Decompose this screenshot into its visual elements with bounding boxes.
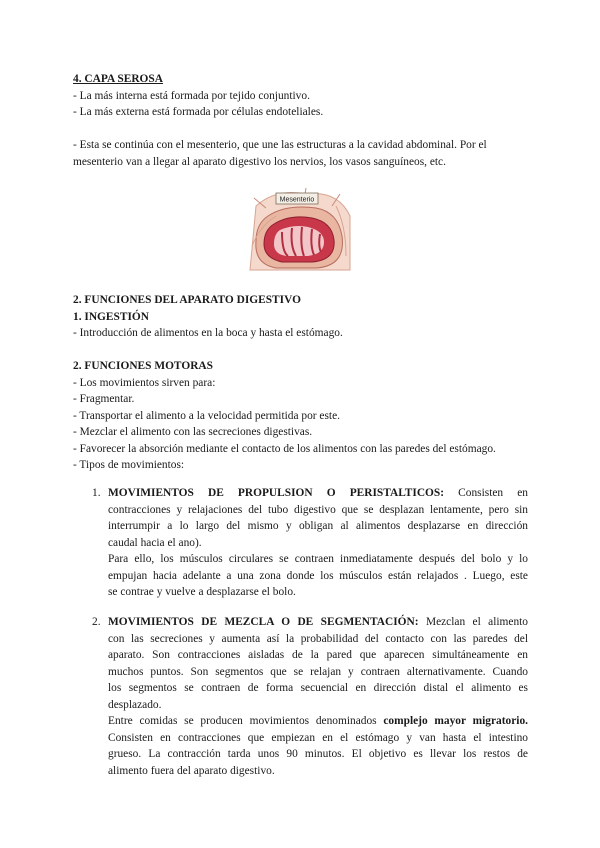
item2-line-3: aparato. Son contracciones aisladas de la pared que aparecen simultáneamente en	[108, 649, 528, 661]
ingestion-title: 1. INGESTIÓN	[73, 310, 149, 323]
capa-serosa-section	[73, 71, 528, 170]
item1-para2-line-1: Para ello, los músculos circulares se contraen inmediatamente después del bolo y lo	[108, 553, 528, 565]
item2-line-6: desplazado.	[108, 698, 162, 711]
item2-bold: MOVIMIENTOS DE MEZCLA O DE SEGMENTACIÓN:	[108, 616, 419, 628]
item2-line-4: muchos puntos. Son segmentos que se relajan y contraen alternativamente. Cuando	[108, 665, 528, 678]
item2-l1-rest: Mezclan el alimento	[425, 616, 528, 628]
item2-p2-bold: complejo mayor migratorio.	[383, 715, 528, 727]
motoras-title: 2. FUNCIONES MOTORAS	[73, 360, 213, 372]
capa-line-1: - La más interna está formada por tejido conjuntivo.	[73, 89, 310, 102]
motoras-line-5: - Favorecer la absorción mediante el contacto de los alimentos con las paredes del estómago.	[73, 442, 496, 455]
motoras-line-4: - Mezclar el alimento con las secreciones digestivas.	[73, 426, 313, 438]
item1-line-3: interrumpir a lo largo del mismo y obligan al alimentos desplazarse en dirección	[108, 520, 528, 532]
item1-line-4: caudal hacia el ano).	[108, 536, 202, 549]
item2-para2-line-4: alimento fuera del aparato digestivo.	[108, 764, 275, 777]
motoras-line-6: - Tipos de movimientos:	[73, 459, 185, 471]
motoras-line-2: - Fragmentar.	[73, 393, 135, 405]
item1-para2-line-2: empujan hacia adelante a una zona donde los músculos están relajados . Luego, este	[108, 569, 528, 582]
item2-line-2: con las secreciones y aumenta así la probabilidad del contacto con las paredes del	[108, 632, 528, 645]
item2-block	[108, 614, 528, 779]
capa-para-line-1: - Esta se continúa con el mesenterio, que une las estructuras a la cavidad abdominal. Por el	[73, 139, 487, 151]
item1-block	[108, 485, 528, 601]
funciones-section	[73, 292, 528, 474]
item1-para2-line-3: se contrae y vuelve a desplazarse el bolo.	[108, 586, 296, 598]
motoras-line-3: - Transportar el alimento a la velocidad permitida por este.	[73, 409, 340, 422]
item2-number: 2.	[92, 616, 101, 628]
item2-line-1	[108, 614, 528, 631]
intestine-drawing	[246, 186, 354, 274]
capa-para-line-2: mesenterio van a llegar al aparato digestivo los nervios, los vasos sanguíneos, etc.	[73, 155, 446, 168]
capa-line-2: - La más externa está formada por células endoteliales.	[73, 106, 324, 118]
item2-para2-line-3: grueso. La contracción tarda unos 90 minutos. El objetivo es llevar los restos de	[108, 748, 528, 760]
motoras-line-1: - Los movimientos sirven para:	[73, 376, 216, 389]
item2-p2-pre: Entre comidas se producen movimientos denominados	[108, 715, 377, 727]
item1-number: 1.	[92, 487, 101, 499]
capa-serosa-title: 4. CAPA SEROSA	[73, 73, 163, 85]
funciones-title: 2. FUNCIONES DEL APARATO DIGESTIVO	[73, 294, 301, 306]
mesenterio-label: Mesenterio	[279, 196, 315, 204]
item1-bold: MOVIMIENTOS DE PROPULSION O PERISTALTICOS:	[108, 487, 445, 499]
mesenterio-illustration	[246, 186, 354, 274]
ingestion-text: - Introducción de alimentos en la boca y hasta el estómago.	[73, 327, 343, 339]
item1-l1-rest: Consisten en	[458, 487, 528, 499]
item2-para2-line-2: Consisten en contracciones que empiezan en el estómago y van hasta el intestino	[108, 731, 528, 744]
item1-line-2: contracciones y relajaciones del tubo digestivo que se desplazan lentamente, pero sin	[108, 503, 528, 516]
item1-line-1	[108, 485, 528, 502]
item2-line-5: los segmentos se contraen de forma secuencial en dirección distal el alimento es	[108, 682, 528, 694]
item2-para2-line-1	[108, 713, 528, 730]
